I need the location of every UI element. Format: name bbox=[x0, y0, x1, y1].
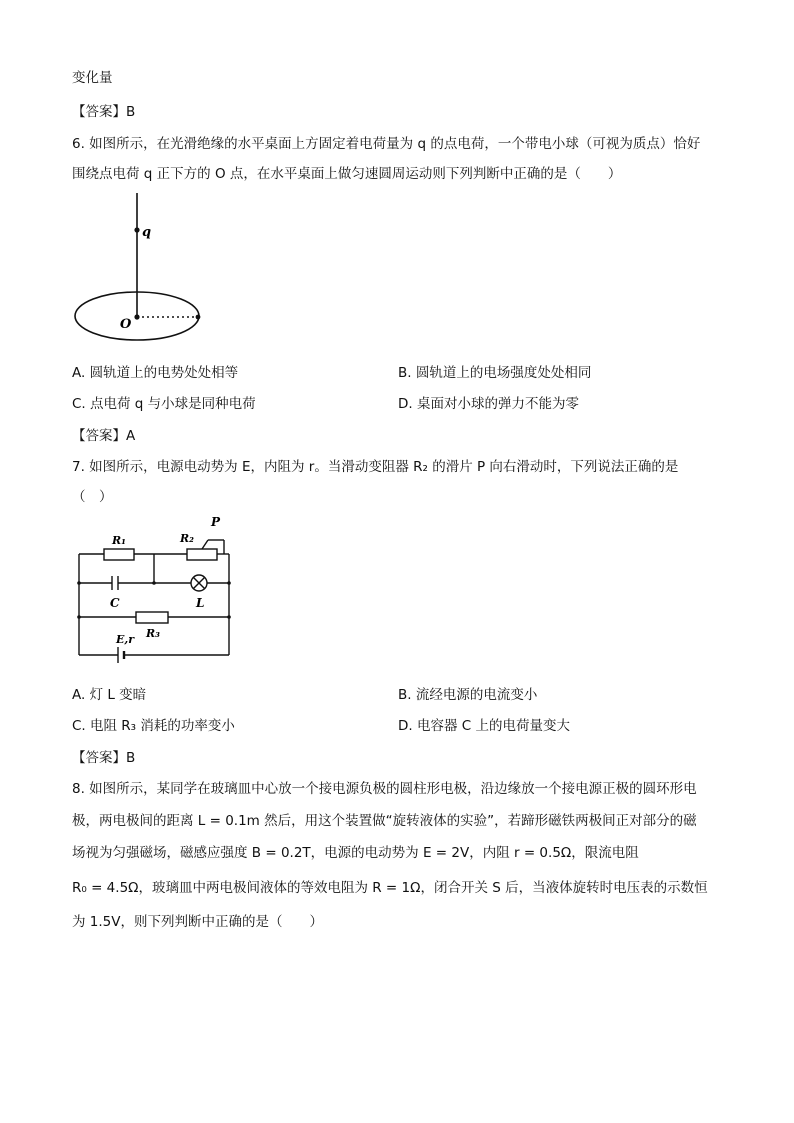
q7-option-d: D. 电容器 C 上的电荷量变大 bbox=[398, 718, 570, 734]
q7-stem-line1: 7. 如图所示，电源电动势为 E，内阻为 r。当滑动变阻器 R₂ 的滑片 P 向右滑动时，下列说法正确的是 bbox=[72, 459, 679, 475]
q6-figure bbox=[70, 188, 210, 348]
q7-label-L: L bbox=[196, 596, 205, 610]
q7-resistor-R2 bbox=[187, 549, 217, 560]
q8-stem-line5: 为 1.5V，则下列判断中正确的是（ ） bbox=[72, 914, 323, 930]
q7-label-R1: R₁ bbox=[112, 534, 126, 547]
q6-answer: 【答案】A bbox=[72, 428, 136, 444]
q7-option-a: A. 灯 L 变暗 bbox=[72, 687, 147, 703]
q7-label-R2: R₂ bbox=[180, 532, 194, 545]
q6-option-a: A. 圆轨道上的电势处处相等 bbox=[72, 365, 239, 381]
q6-stem-line1: 6. 如图所示，在光滑绝缘的水平桌面上方固定着电荷量为 q 的点电荷，一个带电小球（可视为质点）恰好 bbox=[72, 136, 701, 152]
q7-resistor-R1 bbox=[104, 549, 134, 560]
q7-label-P: P bbox=[211, 515, 221, 529]
q6-option-b: B. 圆轨道上的电场强度处处相同 bbox=[398, 365, 592, 381]
q7-label-C: C bbox=[110, 596, 120, 610]
q8-stem-line4: R₀ = 4.5Ω，玻璃皿中两电极间液体的等效电阻为 R = 1Ω，闭合开关 S 后，当液体旋转时电压表的示数恒 bbox=[72, 880, 708, 896]
q7-resistor-R3 bbox=[136, 612, 168, 623]
q8-stem-line1: 8. 如图所示，某同学在玻璃皿中心放一个接电源负极的圆柱形电极，沿边缘放一个接电源正极的圆环形电 bbox=[72, 781, 697, 797]
q6-ball bbox=[196, 315, 201, 320]
previous-question-fragment: 变化量 bbox=[72, 70, 113, 86]
q8-stem-line2: 极，两电极间的距离 L = 0.1m 然后，用这个装置做“旋转液体的实验”，若蹄形磁铁两极间正对部分的磁 bbox=[72, 813, 697, 829]
q7-stem-line2: （ ） bbox=[72, 489, 113, 505]
q6-label-q: q bbox=[142, 225, 152, 240]
q8-stem-line3: 场视为匀强磁场，磁感应强度 B = 0.2T，电源的电动势为 E = 2V，内阻 r = 0.5Ω，限流电阻 bbox=[72, 845, 639, 861]
q7-label-Er: E,r bbox=[116, 633, 135, 646]
q7-circuit-figure bbox=[74, 510, 244, 665]
q7-answer: 【答案】B bbox=[72, 750, 136, 766]
q6-stem-line2: 围绕点电荷 q 正下方的 O 点，在水平桌面上做匀速圆周运动则下列判断中正确的是（ ） bbox=[72, 166, 622, 182]
q6-point-charge bbox=[134, 227, 139, 232]
q7-option-c: C. 电阻 R₃ 消耗的功率变小 bbox=[72, 718, 235, 734]
q5-answer: 【答案】B bbox=[72, 104, 136, 120]
q7-option-b: B. 流经电源的电流变小 bbox=[398, 687, 538, 703]
q6-label-O: O bbox=[120, 317, 132, 332]
q6-option-c: C. 点电荷 q 与小球是同种电荷 bbox=[72, 396, 256, 412]
q6-option-d: D. 桌面对小球的弹力不能为零 bbox=[398, 396, 579, 412]
q7-label-R3: R₃ bbox=[146, 627, 160, 640]
